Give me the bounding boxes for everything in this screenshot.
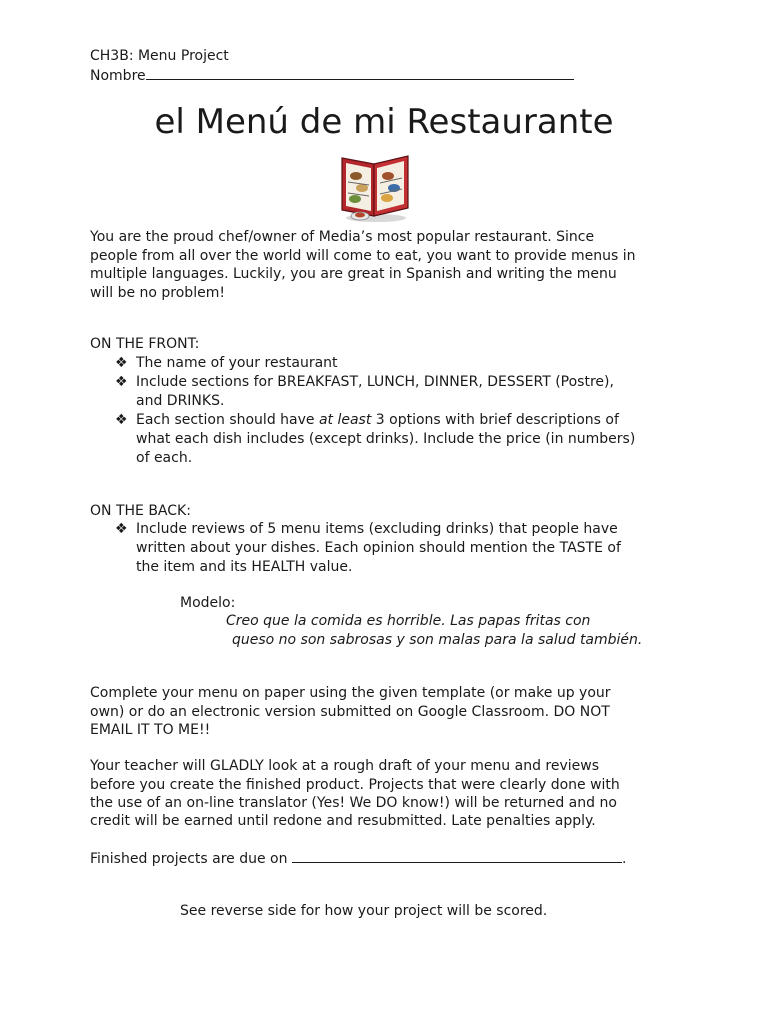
course-line: CH3B: Menu Project (90, 48, 229, 64)
back-bullet-1-line-2: written about your dishes. Each opinion should mention the TASTE of (136, 540, 621, 556)
complete-line-1: Complete your menu on paper using the given template (or make up your (90, 685, 611, 701)
modelo-line-2: queso no son sabrosas y son malas para la salud también. (232, 632, 643, 648)
front-bullet-3-line-2: what each dish includes (except drinks). Include the price (in numbers) (136, 431, 636, 447)
teacher-line-2: before you create the finished product. Projects that were clearly done with (90, 777, 620, 793)
modelo-line-1: Creo que la comida es horrible. Las papas fritas con (226, 613, 591, 629)
front-heading: ON THE FRONT: (90, 336, 200, 352)
bullet-icon: ❖ (115, 374, 128, 390)
bullet-icon: ❖ (115, 412, 128, 428)
due-period: . (621, 851, 627, 867)
front-bullet-3-emphasis: at least (318, 412, 372, 428)
name-blank (146, 65, 574, 80)
front-bullet-2-line-2: and DRINKS. (136, 393, 225, 409)
complete-line-3: EMAIL IT TO ME!! (90, 722, 211, 738)
front-bullet-3-post: 3 options with brief descriptions of (371, 412, 619, 428)
due-date-blank (292, 848, 622, 863)
back-heading: ON THE BACK: (90, 503, 191, 519)
intro-line-3: multiple languages. Luckily, you are great in Spanish and writing the menu (90, 266, 617, 282)
complete-line-2: own) or do an electronic version submitted on Google Classroom. DO NOT (90, 704, 610, 720)
intro-line-2: people from all over the world will come to eat, you want to provide menus in (90, 247, 636, 264)
teacher-line-1: Your teacher will GLADLY look at a rough draft of your menu and reviews (90, 758, 600, 774)
intro-line-1: You are the proud chef/owner of Media’s most popular restaurant. Since (90, 229, 595, 245)
bullet-icon: ❖ (115, 355, 128, 371)
modelo-label: Modelo: (180, 595, 236, 611)
name-line (90, 65, 574, 85)
intro-line-4: will be no problem! (90, 284, 225, 301)
page-title: el Menú de mi Restaurante (154, 102, 614, 142)
front-bullet-3-pre: Each section should have (136, 412, 319, 428)
restaurant-menu-illustration (336, 150, 414, 224)
front-bullet-3-line-1 (136, 411, 619, 430)
footer-note: See reverse side for how your project will be scored. (180, 903, 548, 919)
bullet-icon: ❖ (115, 521, 128, 537)
due-label: Finished projects are due on (90, 851, 292, 867)
due-line (90, 848, 626, 868)
teacher-line-3: the use of an on-line translator (Yes! We DO know!) will be returned and no (90, 795, 617, 811)
front-bullet-1: The name of your restaurant (136, 355, 338, 371)
back-bullet-1-line-3: the item and its HEALTH value. (136, 559, 353, 575)
front-bullet-3-line-3: of each. (136, 450, 193, 466)
front-bullet-2-line-1: Include sections for BREAKFAST, LUNCH, DINNER, DESSERT (Postre), (136, 374, 614, 390)
teacher-line-4: credit will be earned until redone and resubmitted. Late penalties apply. (90, 813, 596, 829)
name-label: Nombre (90, 68, 146, 84)
back-bullet-1-line-1: Include reviews of 5 menu items (excluding drinks) that people have (136, 521, 618, 537)
